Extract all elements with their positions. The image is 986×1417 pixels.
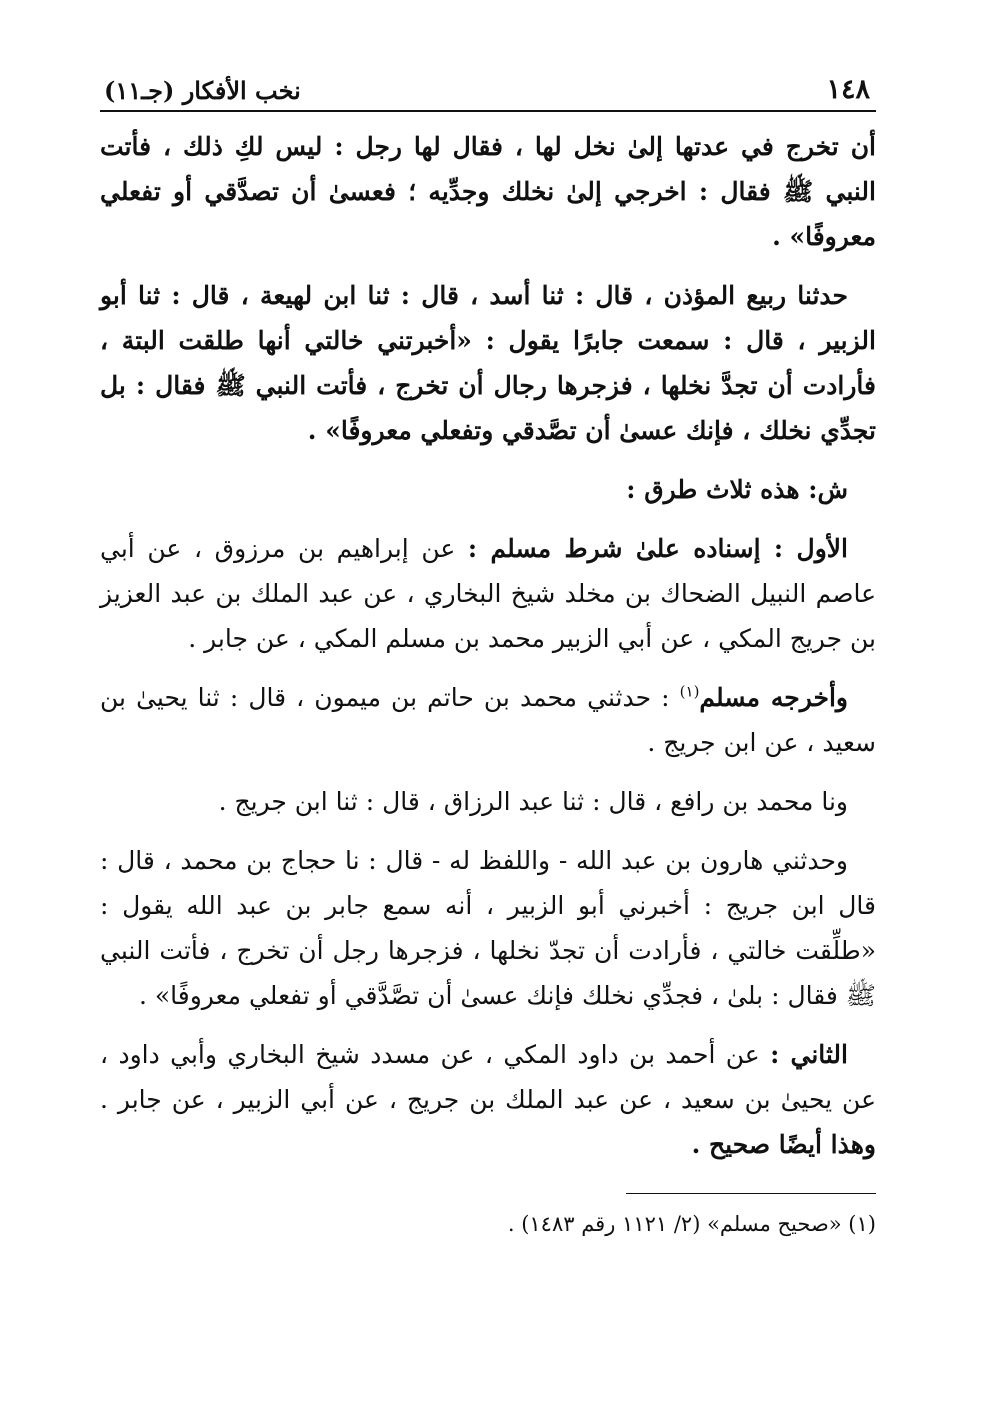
paragraph-text: أن تخرج في عدتها إلىٰ نخل لها ، فقال لها رجل : ليس لكِ ذلك ، فأتت النبي ﷺ فقال : اخرجي إلىٰ نخلك وجدِّيه ؛ فعسىٰ أن تصدَّقي أو تفعلي معروفًا» . <box>100 132 876 251</box>
paragraph-text: وحدثني هارون بن عبد الله - واللفظ له - قال : نا حجاج بن محمد ، قال : قال ابن جريج : أخبرني أبو الزبير ، أنه سمع جابر بن عبد الله يقول : «طلِّقت خالتي ، فأرادت أن تجدّ نخلها ، فزجرها رجل أن تخرج ، فأتت النبي ﷺ فقال : بلىٰ ، فجدِّي نخلك فإنك عسىٰ أن تصَّدَّقي أو تفعلي معروفًا» . <box>100 846 876 1010</box>
paragraph-lead: الأول : إسناده علىٰ شرط مسلم : <box>467 534 848 563</box>
paragraph-second-hadith <box>100 273 876 453</box>
paragraph-text: ونا محمد بن رافع ، قال : ثنا عبد الرزاق ، قال : ثنا ابن جريج . <box>218 787 848 816</box>
paragraph-lead: الثاني : <box>770 1040 848 1069</box>
paragraph-first-route <box>100 526 876 661</box>
page-header <box>100 70 876 112</box>
paragraph-commentary-intro <box>100 467 876 512</box>
running-title: نخب الأفكار (جـ١١) <box>104 76 301 105</box>
paragraph-text: عن أحمد بن داود المكي ، عن مسدد شيخ البخاري وأبي داود ، عن يحيىٰ بن سعيد ، عن عبد الملك بن جريج ، عن أبي الزبير ، عن جابر . <box>100 1040 876 1114</box>
footnote <box>100 1208 876 1240</box>
paragraph-second-route <box>100 1032 876 1167</box>
paragraph-harun <box>100 838 876 1018</box>
page-number: ١٤٨ <box>826 74 870 105</box>
paragraph-lead: وأخرجه مسلم <box>699 683 848 712</box>
paragraph-muslim-citation <box>100 675 876 765</box>
paragraph-hadith-end <box>100 124 876 259</box>
paragraph-ibn-rafi <box>100 779 876 824</box>
paragraph-text: حدثنا ربيع المؤذن ، قال : ثنا أسد ، قال : ثنا ابن لهيعة ، قال : ثنا أبو الزبير ، قال : سمعت جابرًا يقول : «أخبرتني خالتي أنها طلقت البتة ، فأرادت أن تجدَّ نخلها ، فزجرها رجال أن تخرج ، فأتت النبي ﷺ فقال : بل تجدِّي نخلك ، فإنك عسىٰ أن تصَّدقي وتفعلي معروفًا» . <box>100 281 876 445</box>
paragraph-text: : حدثني محمد بن حاتم بن ميمون ، قال : ثنا يحيىٰ بن سعيد ، عن ابن جريج . <box>100 683 876 757</box>
paragraph-text: عن إبراهيم بن مرزوق ، عن أبي عاصم النبيل الضحاك بن مخلد شيخ البخاري ، عن عبد الملك بن عبد العزيز بن جريج المكي ، عن أبي الزبير محمد بن مسلم المكي ، عن جابر . <box>100 534 876 653</box>
book-page <box>100 70 876 1240</box>
footnote-divider <box>626 1193 876 1194</box>
paragraph-tail: وهذا أيضًا صحيح . <box>691 1130 876 1159</box>
page-body <box>100 124 876 1240</box>
footnote-ref[interactable]: (١) <box>679 682 700 701</box>
paragraph-text: ش: هذه ثلاث طرق : <box>626 475 848 504</box>
footnote-text: (١) «صحيح مسلم» (٢/ ١١٢١ رقم ١٤٨٣) . <box>507 1212 876 1236</box>
